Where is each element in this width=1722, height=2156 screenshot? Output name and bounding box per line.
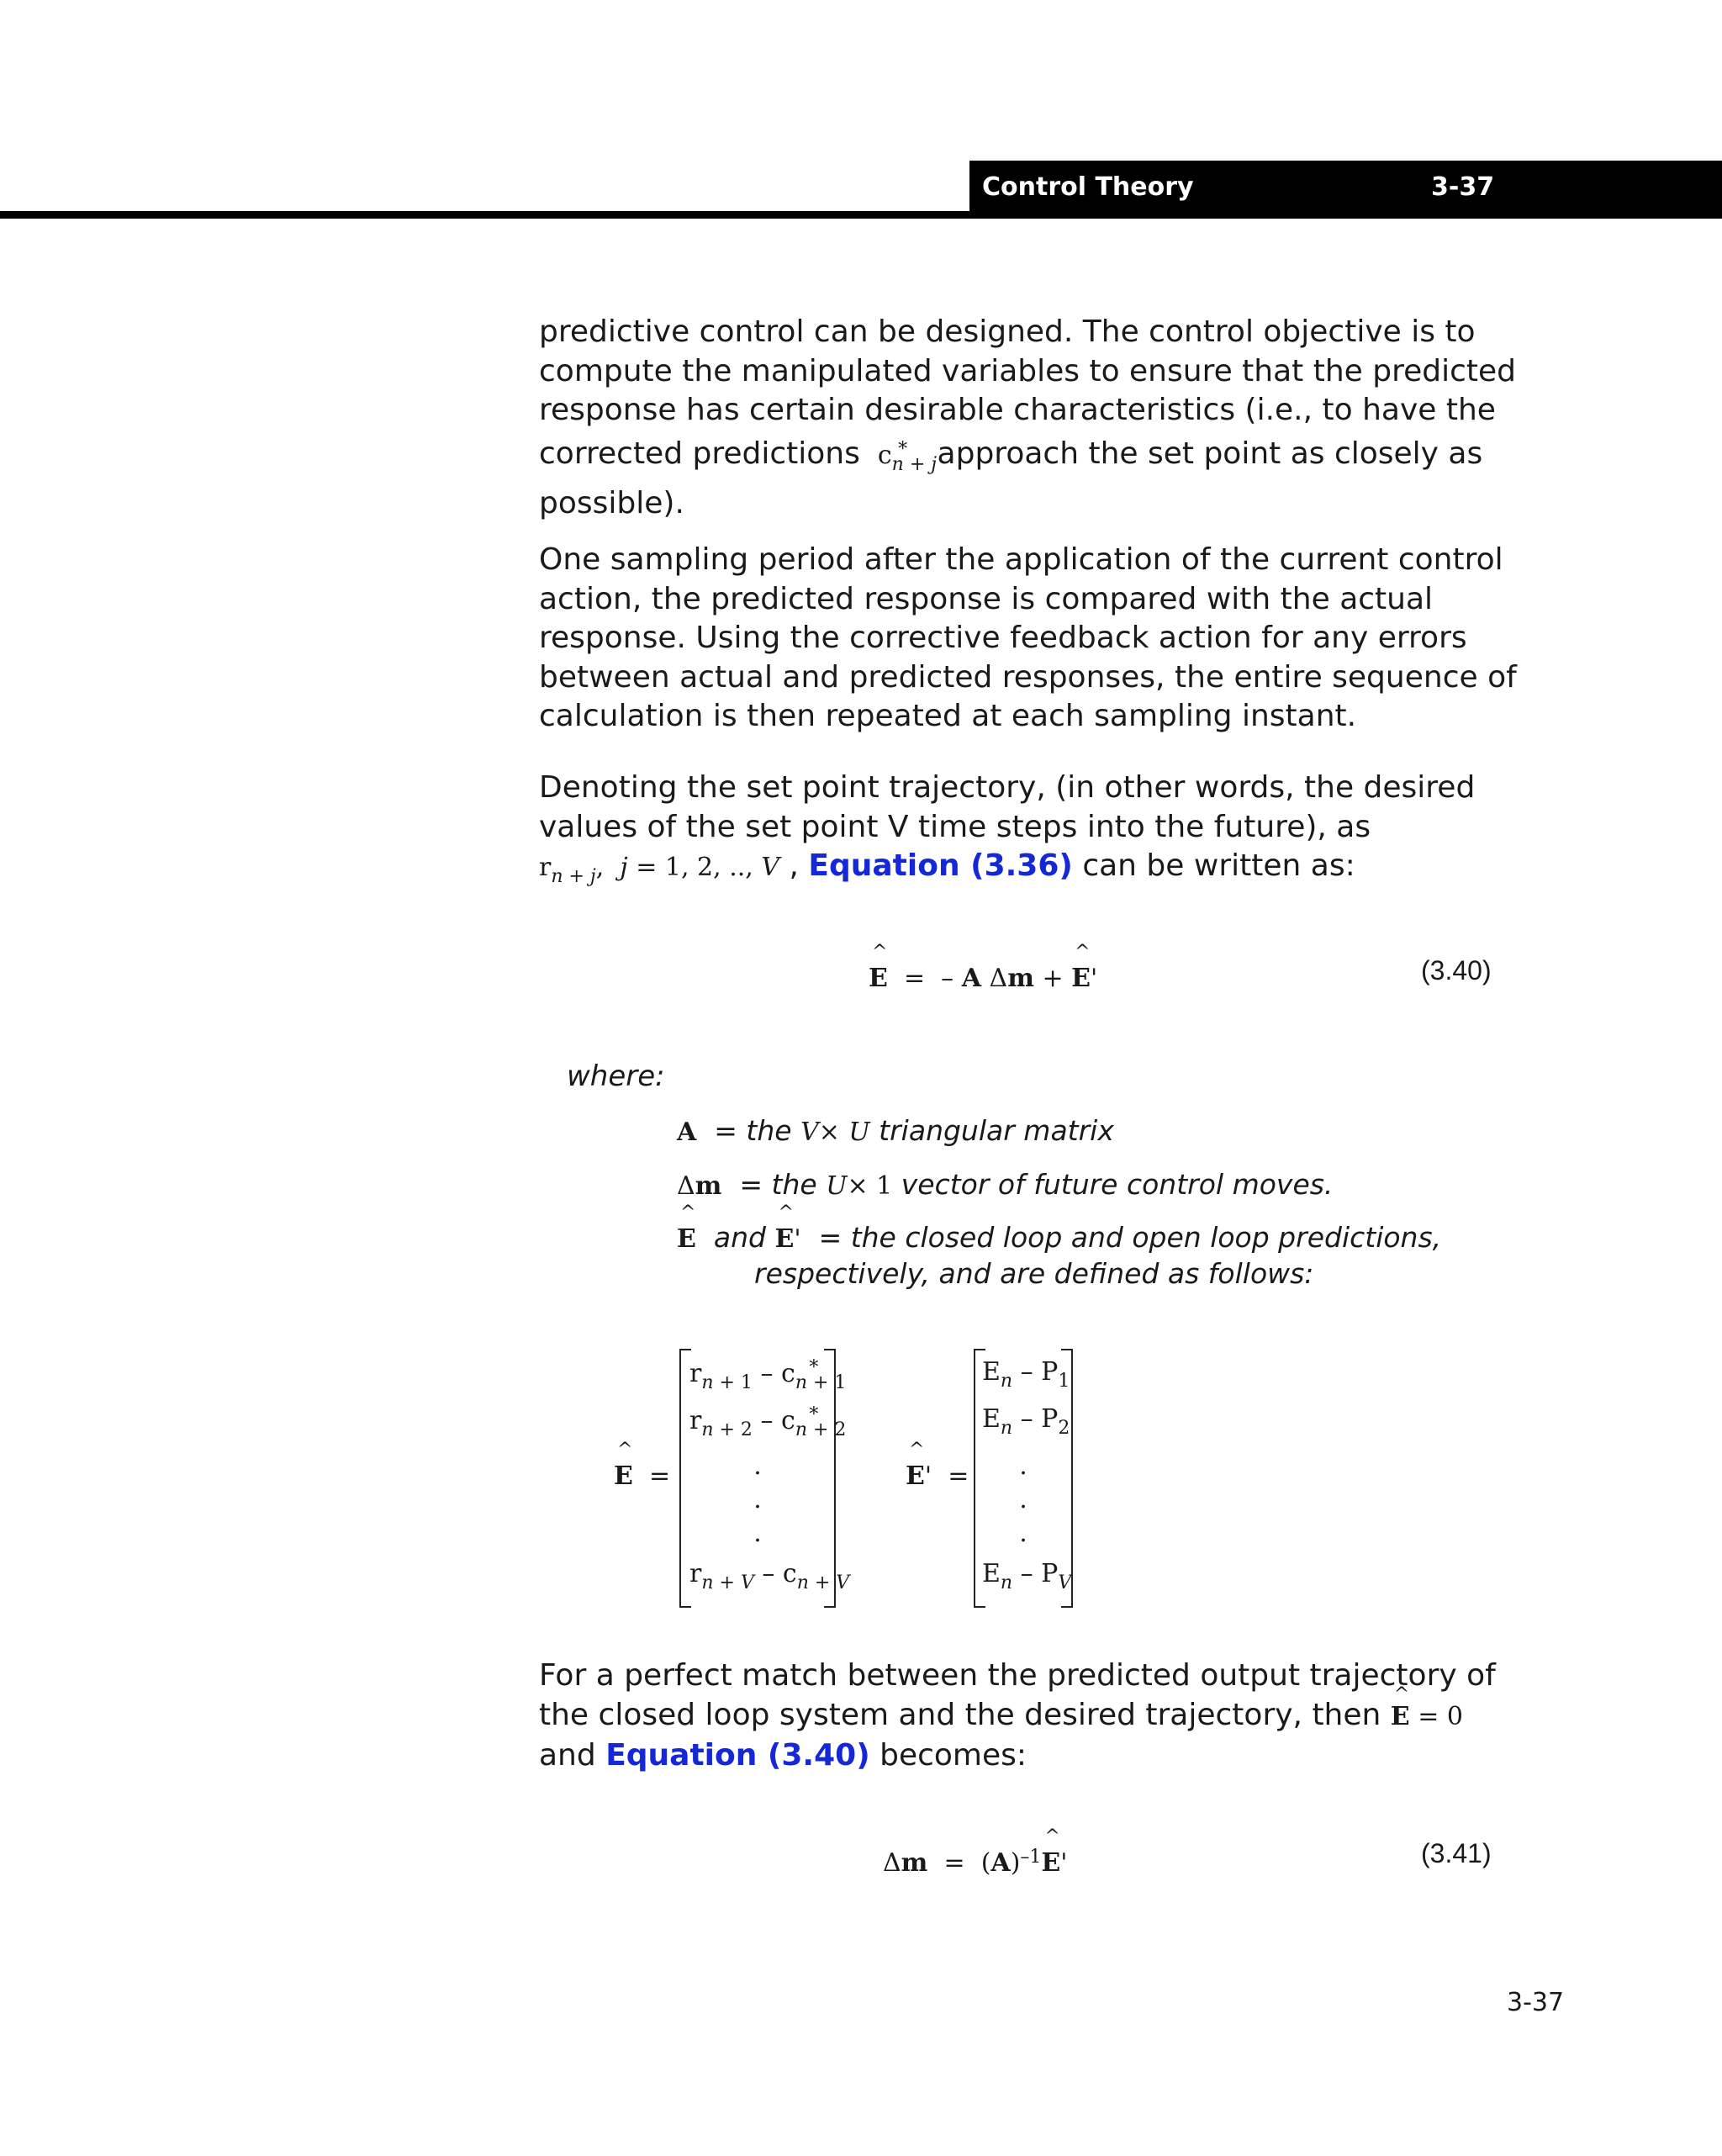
math-e-hat-equals-zero: ^ E = 0 bbox=[1391, 1702, 1463, 1731]
p4-line-2 bbox=[539, 1696, 1514, 1737]
header-title: Control Theory bbox=[982, 172, 1194, 202]
matrix-e-prime-row-1: $E_n - P_1$ bbox=[982, 1357, 1070, 1392]
p1-line-2: compute the manipulated variables to ensure that the predicted bbox=[539, 353, 1517, 388]
link-equation-3-36[interactable]: Equation (3.36) bbox=[808, 848, 1073, 883]
definition-a: A = the V× U triangular matrix bbox=[677, 1114, 1114, 1147]
definition-dm-tail: vector of future control moves. bbox=[901, 1168, 1334, 1201]
definition-e-line-2: respectively, and are defined as follows: bbox=[754, 1257, 1314, 1290]
matrix-e-prime-row-v: $E_n - P_V$ bbox=[982, 1559, 1072, 1593]
equation-number-3-40: (3.40) bbox=[1421, 955, 1492, 986]
paragraph-4 bbox=[539, 1657, 1514, 1776]
matrix-e-hat-row-1: $r_{n + 1} - c_{n + 1}^*$ bbox=[689, 1357, 847, 1393]
p1-line-4b: approach the set point as closely as bbox=[937, 436, 1483, 471]
p4-line-3 bbox=[539, 1736, 1514, 1776]
p2-line-1: One sampling period after the application of the current control bbox=[539, 542, 1503, 577]
matrix-e-hat-label: ^ E = bbox=[614, 1461, 670, 1491]
p2-line-3: response. Using the corrective feedback action for any errors bbox=[539, 621, 1467, 655]
matrix-e-prime-ellipsis-1: . bbox=[1019, 1451, 1027, 1481]
p4-line-3b: becomes: bbox=[879, 1738, 1027, 1773]
math-v-by-u: V bbox=[800, 1118, 819, 1147]
p1-line-4 bbox=[539, 431, 1514, 485]
paragraph-3 bbox=[539, 769, 1514, 897]
p3-line-2: values of the set point V time steps into the future), as bbox=[539, 809, 1371, 844]
matrix-e-hat-prime bbox=[974, 1349, 1073, 1608]
footer-page-number: 3-37 bbox=[1507, 1988, 1565, 2017]
math-u-by-1: U bbox=[826, 1171, 848, 1201]
paragraph-2 bbox=[539, 541, 1517, 737]
definition-dm: Δm = the U× 1 vector of future control moves. bbox=[677, 1168, 1334, 1201]
equation-3-40: ^ E = – A Δm + ^ E' bbox=[869, 964, 1097, 993]
p2-line-4: between actual and predicted responses, the entire sequence of bbox=[539, 659, 1517, 695]
matrix-e-hat bbox=[679, 1349, 850, 1608]
matrix-e-prime-row-2: $E_n - P_2$ bbox=[982, 1404, 1070, 1439]
link-equation-3-40[interactable]: Equation (3.40) bbox=[605, 1738, 870, 1773]
definition-e: ^ E and ^ E' = the closed loop and open loop predictions, bbox=[677, 1221, 1441, 1254]
p2-line-5: calculation is then repeated at each sampling instant. bbox=[539, 699, 1357, 733]
matrix-e-prime-ellipsis-3: . bbox=[1019, 1519, 1027, 1548]
definition-dm-text: = the bbox=[739, 1168, 817, 1201]
p3-separator: , bbox=[789, 848, 799, 883]
matrix-e-prime-ellipsis-2: . bbox=[1019, 1485, 1027, 1514]
definition-e-and: and bbox=[713, 1221, 766, 1254]
matrix-e-hat-ellipsis-2: . bbox=[753, 1485, 762, 1514]
p1-line-3: response has certain desirable characteristics (i.e., to have the bbox=[539, 393, 1496, 427]
p4-line-2-text: the closed loop system and the desired trajectory, then bbox=[539, 1697, 1381, 1732]
paragraph-1 bbox=[539, 313, 1517, 524]
matrix-e-hat-ellipsis-1: . bbox=[753, 1451, 762, 1481]
p2-line-2: action, the predicted response is compared with the actual bbox=[539, 581, 1434, 616]
p1-line-4a: corrected predictions bbox=[539, 436, 860, 471]
p1-line-1: predictive control can be designed. The control objective is to bbox=[539, 314, 1476, 349]
where-label: where: bbox=[567, 1060, 665, 1093]
p4-line-1: For a perfect match between the predicted output trajectory of bbox=[539, 1658, 1496, 1693]
math-setpoint-trajectory: $r_{n + j}$, j = 1, 2, .., V bbox=[539, 853, 780, 887]
matrix-e-hat-row-v: $r_{n + V} - c_{n + V}$ bbox=[689, 1559, 850, 1593]
definition-e-tail: = the closed loop and open loop predictions, bbox=[818, 1221, 1442, 1254]
p3-line-3 bbox=[539, 847, 1514, 897]
p3-line-3-tail: can be written as: bbox=[1082, 848, 1355, 883]
p4-line-3a: and bbox=[539, 1738, 596, 1773]
equation-3-41: $\Delta m = (A)^{-1}\^{}$ E' bbox=[883, 1847, 1068, 1878]
matrix-e-hat-ellipsis-3: . bbox=[753, 1519, 762, 1548]
p1-line-5: possible). bbox=[539, 486, 684, 521]
equation-number-3-41: (3.41) bbox=[1421, 1838, 1492, 1868]
p3-line-1: Denoting the set point trajectory, (in other words, the desired bbox=[539, 770, 1476, 805]
definition-a-tail: triangular matrix bbox=[879, 1114, 1114, 1147]
definition-a-text: = the bbox=[714, 1114, 792, 1147]
math-corrected-prediction: $c_{n + j}^*$ bbox=[869, 438, 938, 475]
matrix-e-hat-prime-label: ^ E' = bbox=[906, 1461, 969, 1491]
matrix-e-hat-row-2: $r_{n + 2} - c_{n + 2}^*$ bbox=[689, 1404, 847, 1440]
header-page-number: 3-37 bbox=[1431, 172, 1495, 202]
